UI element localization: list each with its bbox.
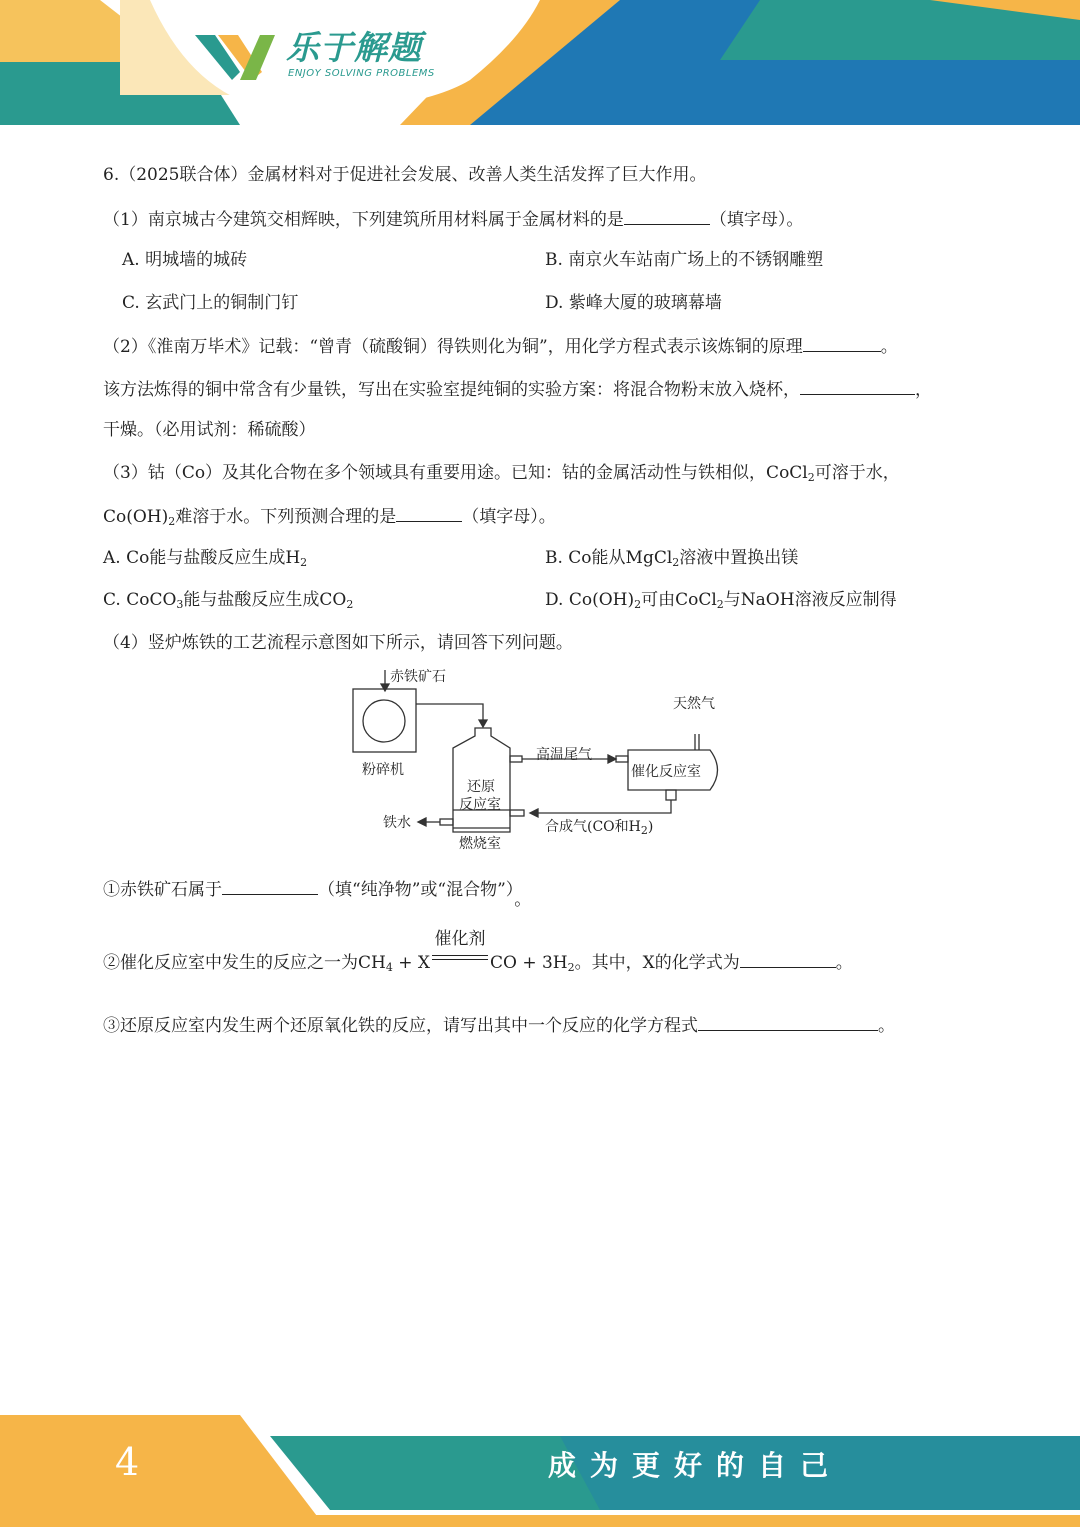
crusher-wheel: [363, 700, 405, 742]
part-3-line-1: [103, 461, 900, 485]
subscript: 2: [640, 824, 648, 837]
part-2-line-1: [103, 333, 898, 359]
part-3-text-e: （填字母）。: [462, 507, 556, 527]
part-3-text-d: 难溶于水。下列预测合理的是: [175, 507, 397, 527]
label-crusher: 粉碎机: [362, 762, 404, 778]
answer-blank-4a[interactable]: [222, 876, 318, 895]
subscript: 2: [346, 598, 354, 611]
equals-line-bottom: [432, 959, 488, 960]
part-4-intro: （4）竖炉炼铁的工艺流程示意图如下所示，请回答下列问题。: [103, 633, 573, 653]
catalyst-label: 催化剂: [434, 929, 486, 949]
subscript: 2: [168, 515, 176, 528]
brand-title: 乐于解题: [286, 28, 422, 67]
answer-blank-4b[interactable]: [740, 949, 836, 968]
subscript: 2: [716, 598, 724, 611]
q2-text: ②催化反应室中发生的反应之一为CH: [103, 953, 386, 973]
subscript: 2: [567, 961, 575, 974]
question-stem: 6.（2025联合体）金属材料对于促进社会发展、改善人类生活发挥了巨大作用。: [103, 165, 707, 185]
part-3-text-a: （3）钴（Co）及其化合物在多个领域具有重要用途。已知：钴的金属活动性与铁相似，CoCl: [103, 463, 808, 483]
option-3a: [103, 546, 307, 570]
ore-arrow-head: [381, 684, 389, 691]
label-molten-iron: 铁水: [383, 815, 411, 831]
q1-text-after: （填“纯净物”或“混合物”）: [318, 880, 515, 900]
option-3c-text: C. CoCO: [103, 590, 177, 610]
q2-text-after: 。其中，X的化学式为: [574, 953, 740, 973]
page-header: [0, 0, 1080, 125]
label-ore: 赤铁矿石: [390, 669, 446, 685]
part-3-text-b: 可溶于水，: [814, 463, 900, 483]
feed-arrow-head: [479, 720, 487, 727]
part-2-line-3: 干燥。（必用试剂：稀硫酸）: [103, 420, 316, 440]
q2-end: 。: [835, 953, 853, 973]
q1-text: ①赤铁矿石属于: [103, 880, 222, 900]
syngas-text: 合成气(CO和H: [545, 819, 641, 835]
option-1a: A. 明城墙的城砖: [122, 250, 248, 270]
option-1b: B. 南京火车站南广场上的不锈钢雕塑: [545, 250, 824, 270]
option-3d-text: D. Co(OH): [545, 590, 635, 610]
part-2-text: （2）《淮南万毕术》记载：“曾青（硫酸铜）得铁则化为铜”，用化学方程式表示该炼铜的原理: [103, 337, 803, 357]
process-flow-diagram: [340, 662, 740, 862]
page-footer: [0, 1410, 1080, 1527]
part-1-prompt: [103, 206, 803, 232]
option-3c-text-2: 能与盐酸反应生成CO: [183, 590, 347, 610]
answer-blank-3[interactable]: [396, 503, 462, 522]
label-reduction-2: 反应室: [459, 797, 501, 813]
header-banner: [0, 0, 1080, 125]
q2-text-product: CO + 3H: [490, 953, 568, 973]
option-3b-text-2: 溶液中置换出镁: [679, 548, 799, 568]
part-2-text-2-end: ，: [915, 380, 932, 400]
label-reduction-1: 还原: [467, 779, 495, 795]
tail-gas-arrow: [608, 755, 616, 763]
footer-slogan: 成为更好的自己: [548, 1449, 843, 1482]
label-natural-gas: 天然气: [673, 696, 715, 712]
answer-blank-4c[interactable]: [698, 1012, 878, 1031]
sub-question-3: [103, 1012, 895, 1038]
q3-text: ③还原反应室内发生两个还原氧化铁的反应，请写出其中一个反应的化学方程式: [103, 1016, 698, 1036]
brand-subtitle: ENJOY SOLVING PROBLEMS: [288, 68, 435, 79]
sub-question-2: [103, 929, 853, 975]
iron-arrow: [418, 818, 426, 826]
sub-question-1: [103, 876, 532, 910]
tail-gas-port: [510, 756, 522, 762]
part-2-text-end: 。: [880, 337, 898, 357]
subscript: 3: [176, 598, 184, 611]
label-catalytic-room: 催化反应室: [631, 764, 701, 780]
part-3-text-c: Co(OH): [103, 507, 169, 527]
subscript: 4: [385, 961, 393, 974]
option-3d-text-3: 与NaOH溶液反应制得: [723, 590, 897, 610]
iron-out-port: [440, 819, 453, 825]
answer-blank-1[interactable]: [624, 206, 710, 225]
part-2-line-2: [103, 376, 932, 402]
option-3b-text: B. Co能从MgCl: [545, 548, 673, 568]
catalytic-out-port: [666, 790, 676, 800]
option-3a-text: A. Co能与盐酸反应生成H: [103, 548, 301, 568]
footer-banner: [0, 1410, 1080, 1527]
part-2-text-2: 该方法炼得的铜中常含有少量铁，写出在实验室提纯铜的实验方案：将混合物粉末放入烧杯，: [103, 380, 800, 400]
q1-end: 。: [514, 890, 532, 910]
answer-blank-2b[interactable]: [800, 376, 915, 395]
q3-end: 。: [878, 1016, 895, 1036]
option-3c: [103, 588, 353, 612]
catalytic-in-port: [616, 756, 628, 762]
option-3d-text-2: 可由CoCl: [641, 590, 717, 610]
syngas-in-port: [510, 810, 524, 816]
label-syngas: [545, 816, 653, 836]
catalyst-equals: [430, 929, 490, 975]
subscript: 2: [672, 556, 680, 569]
answer-blank-2a[interactable]: [803, 333, 881, 352]
option-1c: C. 玄武门上的铜制门钉: [122, 293, 299, 313]
q2-text-mid: + X: [392, 953, 430, 973]
syngas-line: [536, 800, 671, 813]
option-1d: D. 紫峰大厦的玻璃幕墙: [545, 293, 722, 313]
part-3-line-2: [103, 503, 556, 529]
syngas-arrow: [530, 809, 538, 817]
part-1-text-after: （填字母）。: [709, 210, 804, 230]
equals-line-top: [432, 955, 488, 956]
part-1-text: （1）南京城古今建筑交相辉映，下列建筑所用材料属于金属材料的是: [103, 210, 624, 230]
label-combustion-room: 燃烧室: [459, 836, 501, 852]
option-3b: [545, 546, 798, 570]
subscript: 2: [634, 598, 642, 611]
page-number: 4: [115, 1440, 140, 1484]
subscript: 2: [300, 556, 308, 569]
label-tail-gas: 高温尾气: [536, 747, 592, 763]
syngas-text-end: ): [647, 819, 654, 835]
option-3d: [545, 588, 897, 612]
crusher-to-reactor-line: [416, 704, 483, 722]
subscript: 2: [807, 471, 815, 484]
